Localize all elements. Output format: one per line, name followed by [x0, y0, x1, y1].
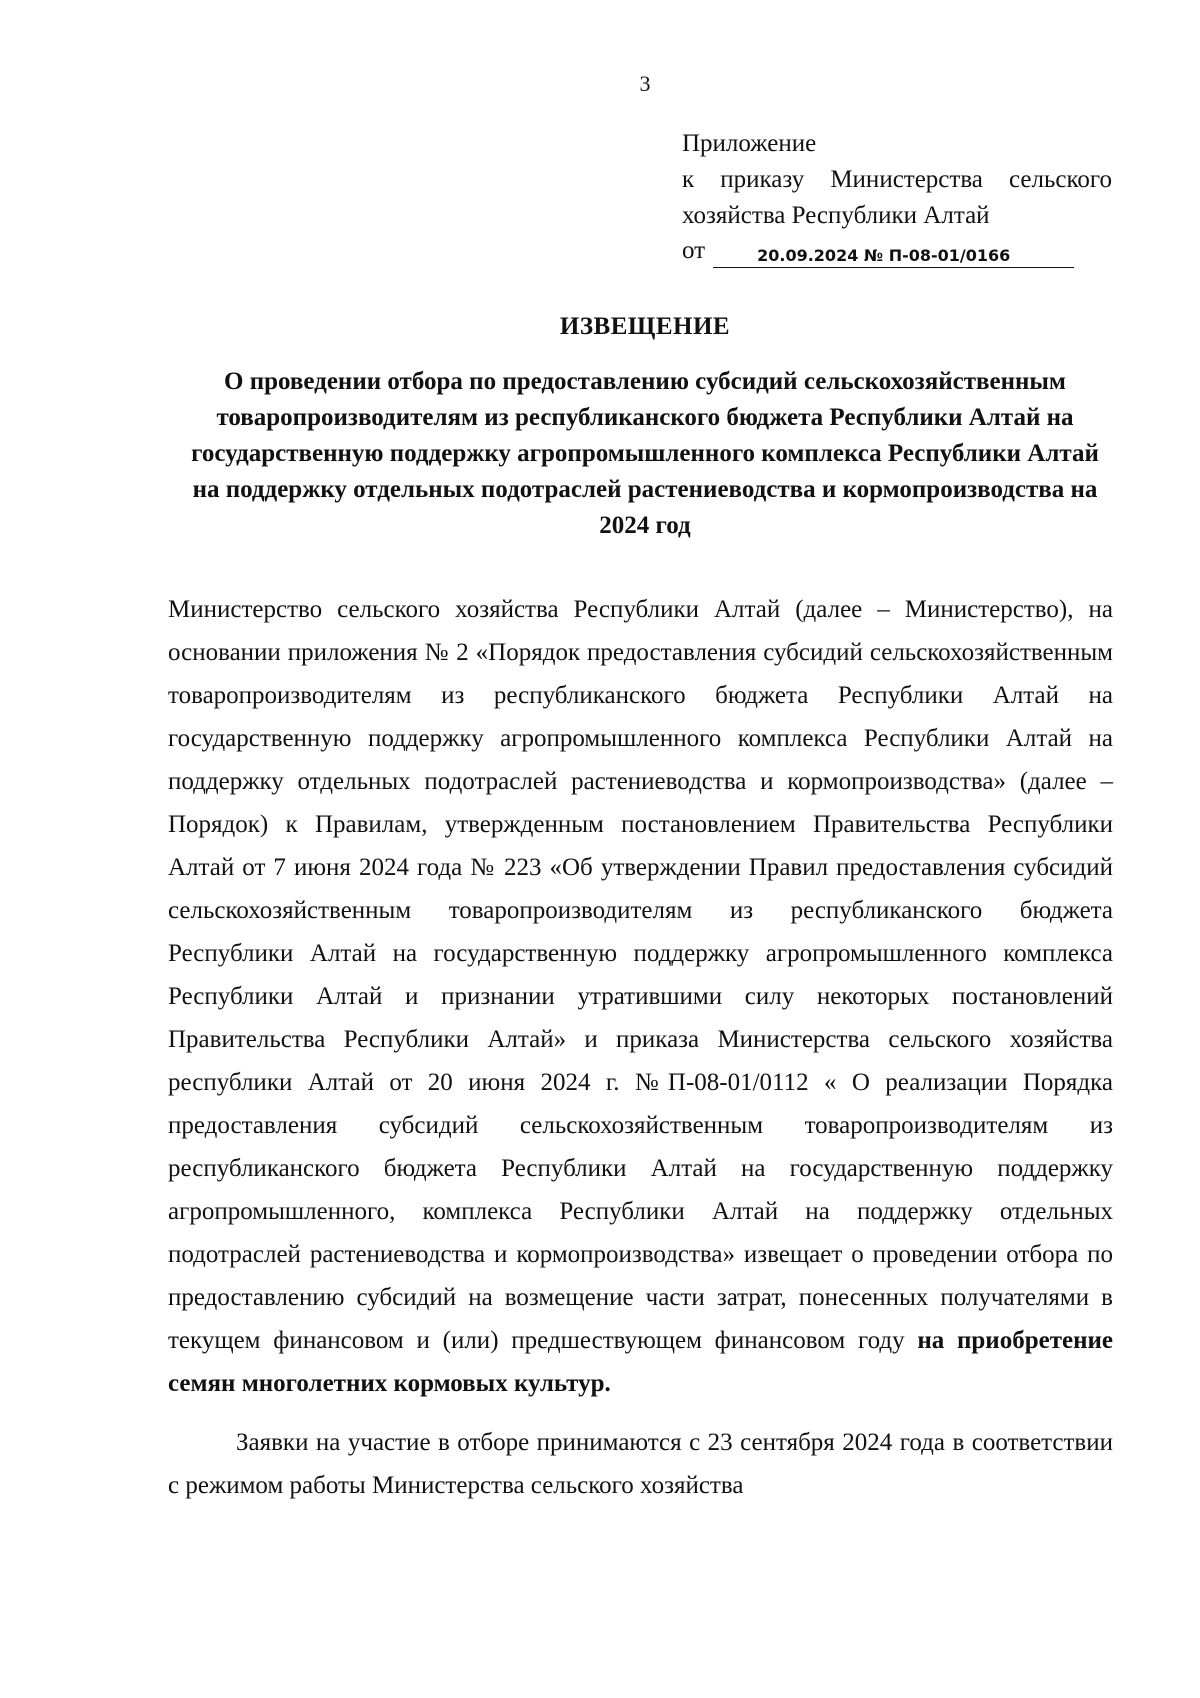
- notice-title: ИЗВЕЩЕНИЕ: [559, 313, 731, 340]
- appendix-label: Приложение: [682, 130, 817, 157]
- order-number: 20.09.2024 № П-08-01/0166: [713, 245, 1074, 268]
- appendix-ministry: хозяйства Республики Алтай: [682, 202, 990, 229]
- notice-body: [168, 588, 1113, 1507]
- order-date-line: [682, 236, 1112, 266]
- appendix-order-reference: к приказу Министерства сельского: [682, 166, 1112, 193]
- order-prefix: от: [682, 237, 706, 264]
- notice-subtitle: О проведении отбора по предоставлению субсидий сельскохозяйственным товаропроизводителям из республиканского бюджета Республики Алтай на государственную поддержку агропромышленного комплекса Республики Алтай на поддержку отдельных подотраслей растениеводства и кормопроизводства на 2024 год: [191, 368, 1099, 539]
- appendix-block: [682, 126, 1112, 266]
- body-paragraph-1-text: Министерство сельского хозяйства Республики Алтай (далее – Министерство), на основании приложения № 2 «Порядок предоставления субсидий сельскохозяйственным товаропроизводителям из республиканского бюджета Республики Алтай на государственную поддержку агропромышленного комплекса Республики Алтай на поддержку отдельных подотраслей растениеводства и кормопроизводства» (далее – Порядок) к Правилам, утвержденным постановлением Правительства Республики Алтай от 7 июня 2024 года № 223 «Об утверждении Правил предоставления субсидий сельскохозяйственным товаропроизводителям из республиканского бюджета Республики Алтай на государственную поддержку агропромышленного комплекса Республики Алтай и признании утратившими силу некоторых постановлений Правительства Республики Алтай» и приказа Министерства сельского хозяйства республики Алтай от 20 июня 2024 г. №П-08-01/0112 « О реализации Порядка предоставления субсидий сельскохозяйственным товаропроизводителям из республиканского бюджета Республики Алтай на государственную поддержку агропромышленного, комплекса Республики Алтай на поддержку отдельных подотраслей растениеводства и кормопроизводства» извещает о проведении отбора по предоставлению субсидий на возмещение части затрат, понесенных получателями в текущем финансовом и (или) предшествующем финансовом году: [168, 596, 1113, 1354]
- body-paragraph-1-bold: на приобретение семян многолетних кормовых культур.: [168, 1327, 1113, 1397]
- body-paragraph-2: Заявки на участие в отборе принимаются с 23 сентября 2024 года в соответствии с режимом работы Министерства сельского хозяйства: [168, 1429, 1113, 1499]
- page-number: 3: [639, 71, 651, 96]
- body-paragraph-1: [168, 588, 1113, 1405]
